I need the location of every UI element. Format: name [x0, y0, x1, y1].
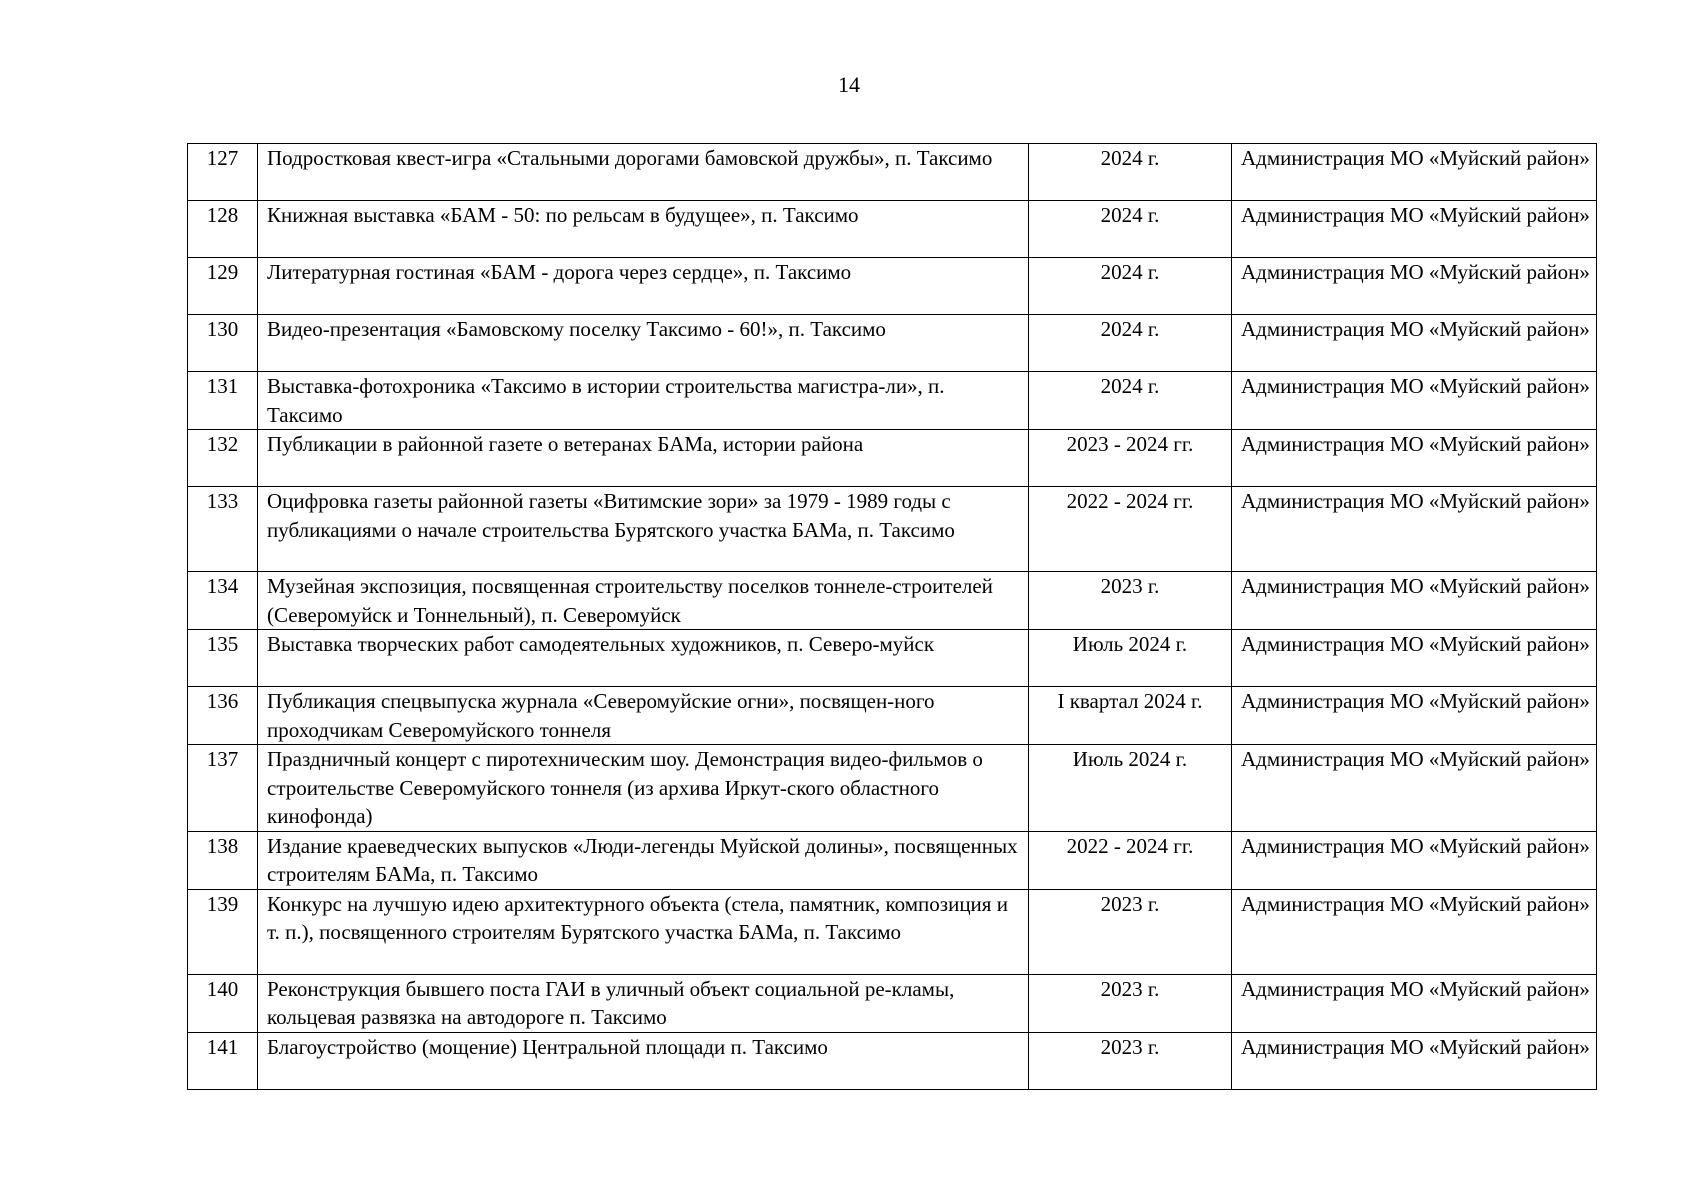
event-date: 2024 г. — [1029, 144, 1232, 201]
responsible-organization: Администрация МО «Муйский район» — [1232, 831, 1597, 889]
row-number: 140 — [188, 974, 258, 1032]
event-description: Книжная выставка «БАМ - 50: по рельсам в будущее», п. Таксимо — [258, 201, 1029, 258]
table-row — [188, 1032, 1597, 1089]
event-date: 2022 - 2024 гг. — [1029, 831, 1232, 889]
event-date: 2022 - 2024 гг. — [1029, 487, 1232, 572]
row-number: 131 — [188, 372, 258, 430]
responsible-organization: Администрация МО «Муйский район» — [1232, 572, 1597, 630]
row-number: 128 — [188, 201, 258, 258]
event-description: Публикация спецвыпуска журнала «Северомуйские огни», посвящен-ного проходчикам Северомуйского тоннеля — [258, 687, 1029, 745]
event-description: Оцифровка газеты районной газеты «Витимские зори» за 1979 - 1989 годы с публикациями о начале строительства Бурятского участка БАМа, п. Таксимо — [258, 487, 1029, 572]
responsible-organization: Администрация МО «Муйский район» — [1232, 1032, 1597, 1089]
table-row — [188, 258, 1597, 315]
table-row — [188, 430, 1597, 487]
event-date: 2023 г. — [1029, 1032, 1232, 1089]
responsible-organization: Администрация МО «Муйский район» — [1232, 430, 1597, 487]
event-date: 2024 г. — [1029, 258, 1232, 315]
table-row — [188, 487, 1597, 572]
responsible-organization: Администрация МО «Муйский район» — [1232, 144, 1597, 201]
event-description: Музейная экспозиция, посвященная строительству поселков тоннеле-строителей (Северомуйск и Тоннельный), п. Северомуйск — [258, 572, 1029, 630]
responsible-organization: Администрация МО «Муйский район» — [1232, 258, 1597, 315]
table-row — [188, 201, 1597, 258]
table-row — [188, 630, 1597, 687]
event-description: Литературная гостиная «БАМ - дорога через сердце», п. Таксимо — [258, 258, 1029, 315]
event-date: 2023 г. — [1029, 889, 1232, 974]
responsible-organization: Администрация МО «Муйский район» — [1232, 315, 1597, 372]
row-number: 135 — [188, 630, 258, 687]
event-date: 2024 г. — [1029, 201, 1232, 258]
event-description: Выставка-фотохроника «Таксимо в истории строительства магистра-ли», п. Таксимо — [258, 372, 1029, 430]
table-row — [188, 745, 1597, 832]
responsible-organization: Администрация МО «Муйский район» — [1232, 889, 1597, 974]
table-row — [188, 831, 1597, 889]
responsible-organization: Администрация МО «Муйский район» — [1232, 745, 1597, 832]
event-description: Благоустройство (мощение) Центральной площади п. Таксимо — [258, 1032, 1029, 1089]
page-number: 14 — [838, 72, 860, 97]
table-row — [188, 687, 1597, 745]
events-table — [187, 143, 1597, 1090]
event-description: Видео-презентация «Бамовскому поселку Таксимо - 60!», п. Таксимо — [258, 315, 1029, 372]
row-number: 141 — [188, 1032, 258, 1089]
event-description: Публикации в районной газете о ветеранах БАМа, истории района — [258, 430, 1029, 487]
table-row — [188, 889, 1597, 974]
event-description: Издание краеведческих выпусков «Люди-легенды Муйской долины», посвященных строителям БАМа, п. Таксимо — [258, 831, 1029, 889]
event-date: I квартал 2024 г. — [1029, 687, 1232, 745]
row-number: 133 — [188, 487, 258, 572]
row-number: 127 — [188, 144, 258, 201]
row-number: 130 — [188, 315, 258, 372]
event-date: 2024 г. — [1029, 372, 1232, 430]
row-number: 137 — [188, 745, 258, 832]
event-description: Конкурс на лучшую идею архитектурного объекта (стела, памятник, композиция и т. п.), посвященного строителям Бурятского участка БАМа, п. Таксимо — [258, 889, 1029, 974]
row-number: 138 — [188, 831, 258, 889]
table-row — [188, 974, 1597, 1032]
row-number: 132 — [188, 430, 258, 487]
event-date: Июль 2024 г. — [1029, 745, 1232, 832]
row-number: 139 — [188, 889, 258, 974]
event-date: 2023 г. — [1029, 572, 1232, 630]
responsible-organization: Администрация МО «Муйский район» — [1232, 372, 1597, 430]
event-date: 2023 - 2024 гг. — [1029, 430, 1232, 487]
event-description: Праздничный концерт с пиротехническим шоу. Демонстрация видео-фильмов о строительстве Северомуйского тоннеля (из архива Иркут-ского областного кинофонда) — [258, 745, 1029, 832]
row-number: 136 — [188, 687, 258, 745]
event-date: Июль 2024 г. — [1029, 630, 1232, 687]
event-date: 2024 г. — [1029, 315, 1232, 372]
responsible-organization: Администрация МО «Муйский район» — [1232, 201, 1597, 258]
table-row — [188, 572, 1597, 630]
row-number: 129 — [188, 258, 258, 315]
event-date: 2023 г. — [1029, 974, 1232, 1032]
responsible-organization: Администрация МО «Муйский район» — [1232, 487, 1597, 572]
row-number: 134 — [188, 572, 258, 630]
table-row — [188, 372, 1597, 430]
responsible-organization: Администрация МО «Муйский район» — [1232, 687, 1597, 745]
responsible-organization: Администрация МО «Муйский район» — [1232, 974, 1597, 1032]
table-row — [188, 315, 1597, 372]
event-description: Выставка творческих работ самодеятельных художников, п. Северо-муйск — [258, 630, 1029, 687]
event-description: Подростковая квест-игра «Стальными дорогами бамовской дружбы», п. Таксимо — [258, 144, 1029, 201]
responsible-organization: Администрация МО «Муйский район» — [1232, 630, 1597, 687]
event-description: Реконструкция бывшего поста ГАИ в уличный объект социальной ре-кламы, кольцевая развязка на автодороге п. Таксимо — [258, 974, 1029, 1032]
table-row — [188, 144, 1597, 201]
